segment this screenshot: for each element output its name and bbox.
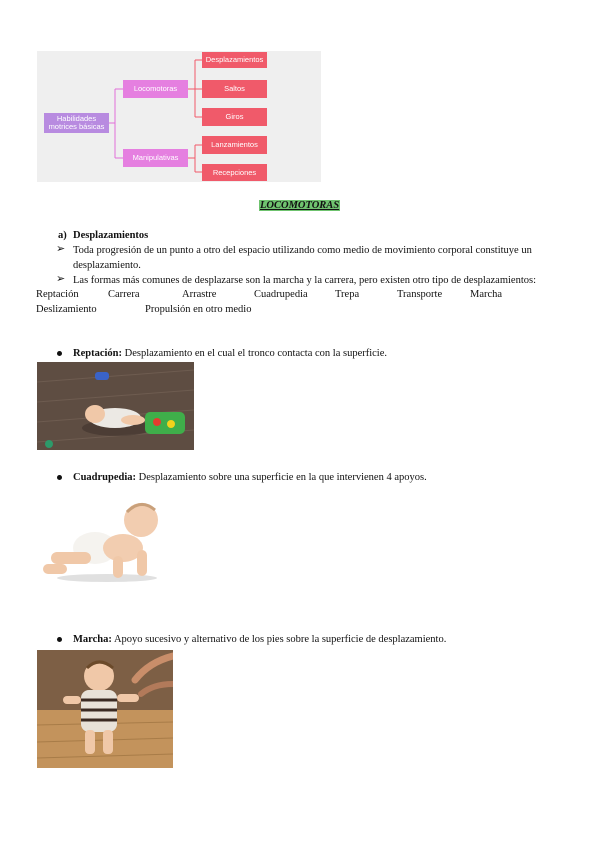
displacement-type: Propulsión en otro medio (145, 304, 252, 315)
paragraph-line: Las formas más comunes de desplazarse son la marcha y la carrera, pero existen otro tipo de desplazamientos: (73, 275, 536, 286)
bullet-icon (57, 351, 62, 356)
displacement-type: Marcha (470, 289, 503, 300)
arrow-bullet-icon: ➢ (56, 272, 66, 285)
paragraph-line: Toda progresión de un punto a otro del espacio utilizando como medio de movimiento corporal constituye un (73, 245, 532, 256)
bullet-icon (57, 637, 62, 642)
item-term: Marcha: (73, 634, 112, 645)
section-heading: LOCOMOTORAS (260, 200, 340, 211)
section-marker: a) (58, 230, 67, 241)
bullet-icon (57, 475, 62, 480)
diagram-root-node: Habilidades motrices básicas (44, 113, 109, 133)
section-title: Desplazamientos (73, 230, 149, 241)
item-description: Apoyo sucesivo y alternativo de los pies sobre la superficie de desplazamiento. (113, 634, 447, 645)
baby-crawling-illustration (37, 362, 194, 450)
item-cuadrupedia (73, 471, 427, 485)
item-reptacion (73, 347, 387, 361)
photo-baby-on-all-fours (37, 490, 177, 588)
displacement-type: Transporte (397, 289, 443, 300)
diagram-leaf-recepciones: Recepciones (202, 164, 267, 181)
photo-baby-crawling (37, 362, 194, 450)
diagram-leaf-lanzamientos: Lanzamientos (202, 136, 267, 154)
motor-skills-diagram (37, 51, 321, 182)
displacement-type: Carrera (108, 289, 140, 300)
item-marcha (73, 633, 446, 647)
diagram-leaf-desplazamientos: Desplazamientos (202, 52, 267, 68)
displacement-type: Trepa (335, 289, 360, 300)
diagram-node-manipulativas: Manipulativas (123, 149, 188, 167)
diagram-leaf-saltos: Saltos (202, 80, 267, 98)
displacement-type: Arrastre (182, 289, 217, 300)
diagram-leaf-giros: Giros (202, 108, 267, 126)
displacement-type: Deslizamiento (36, 304, 97, 315)
displacement-type: Reptación (36, 289, 79, 300)
item-term: Cuadrupedia: (73, 472, 137, 483)
item-term: Reptación: (73, 348, 122, 359)
paragraph-line: desplazamiento. (73, 260, 141, 271)
photo-baby-walking (37, 650, 173, 768)
arrow-bullet-icon: ➢ (56, 242, 66, 255)
displacement-type: Cuadrupedia (254, 289, 308, 300)
diagram-node-locomotoras: Locomotoras (123, 80, 188, 98)
baby-walking-illustration (37, 650, 173, 768)
item-description: Desplazamiento sobre una superficie en la que intervienen 4 apoyos. (138, 472, 427, 483)
baby-all-fours-illustration (37, 490, 177, 588)
item-description: Desplazamiento en el cual el tronco contacta con la superficie. (124, 348, 388, 359)
